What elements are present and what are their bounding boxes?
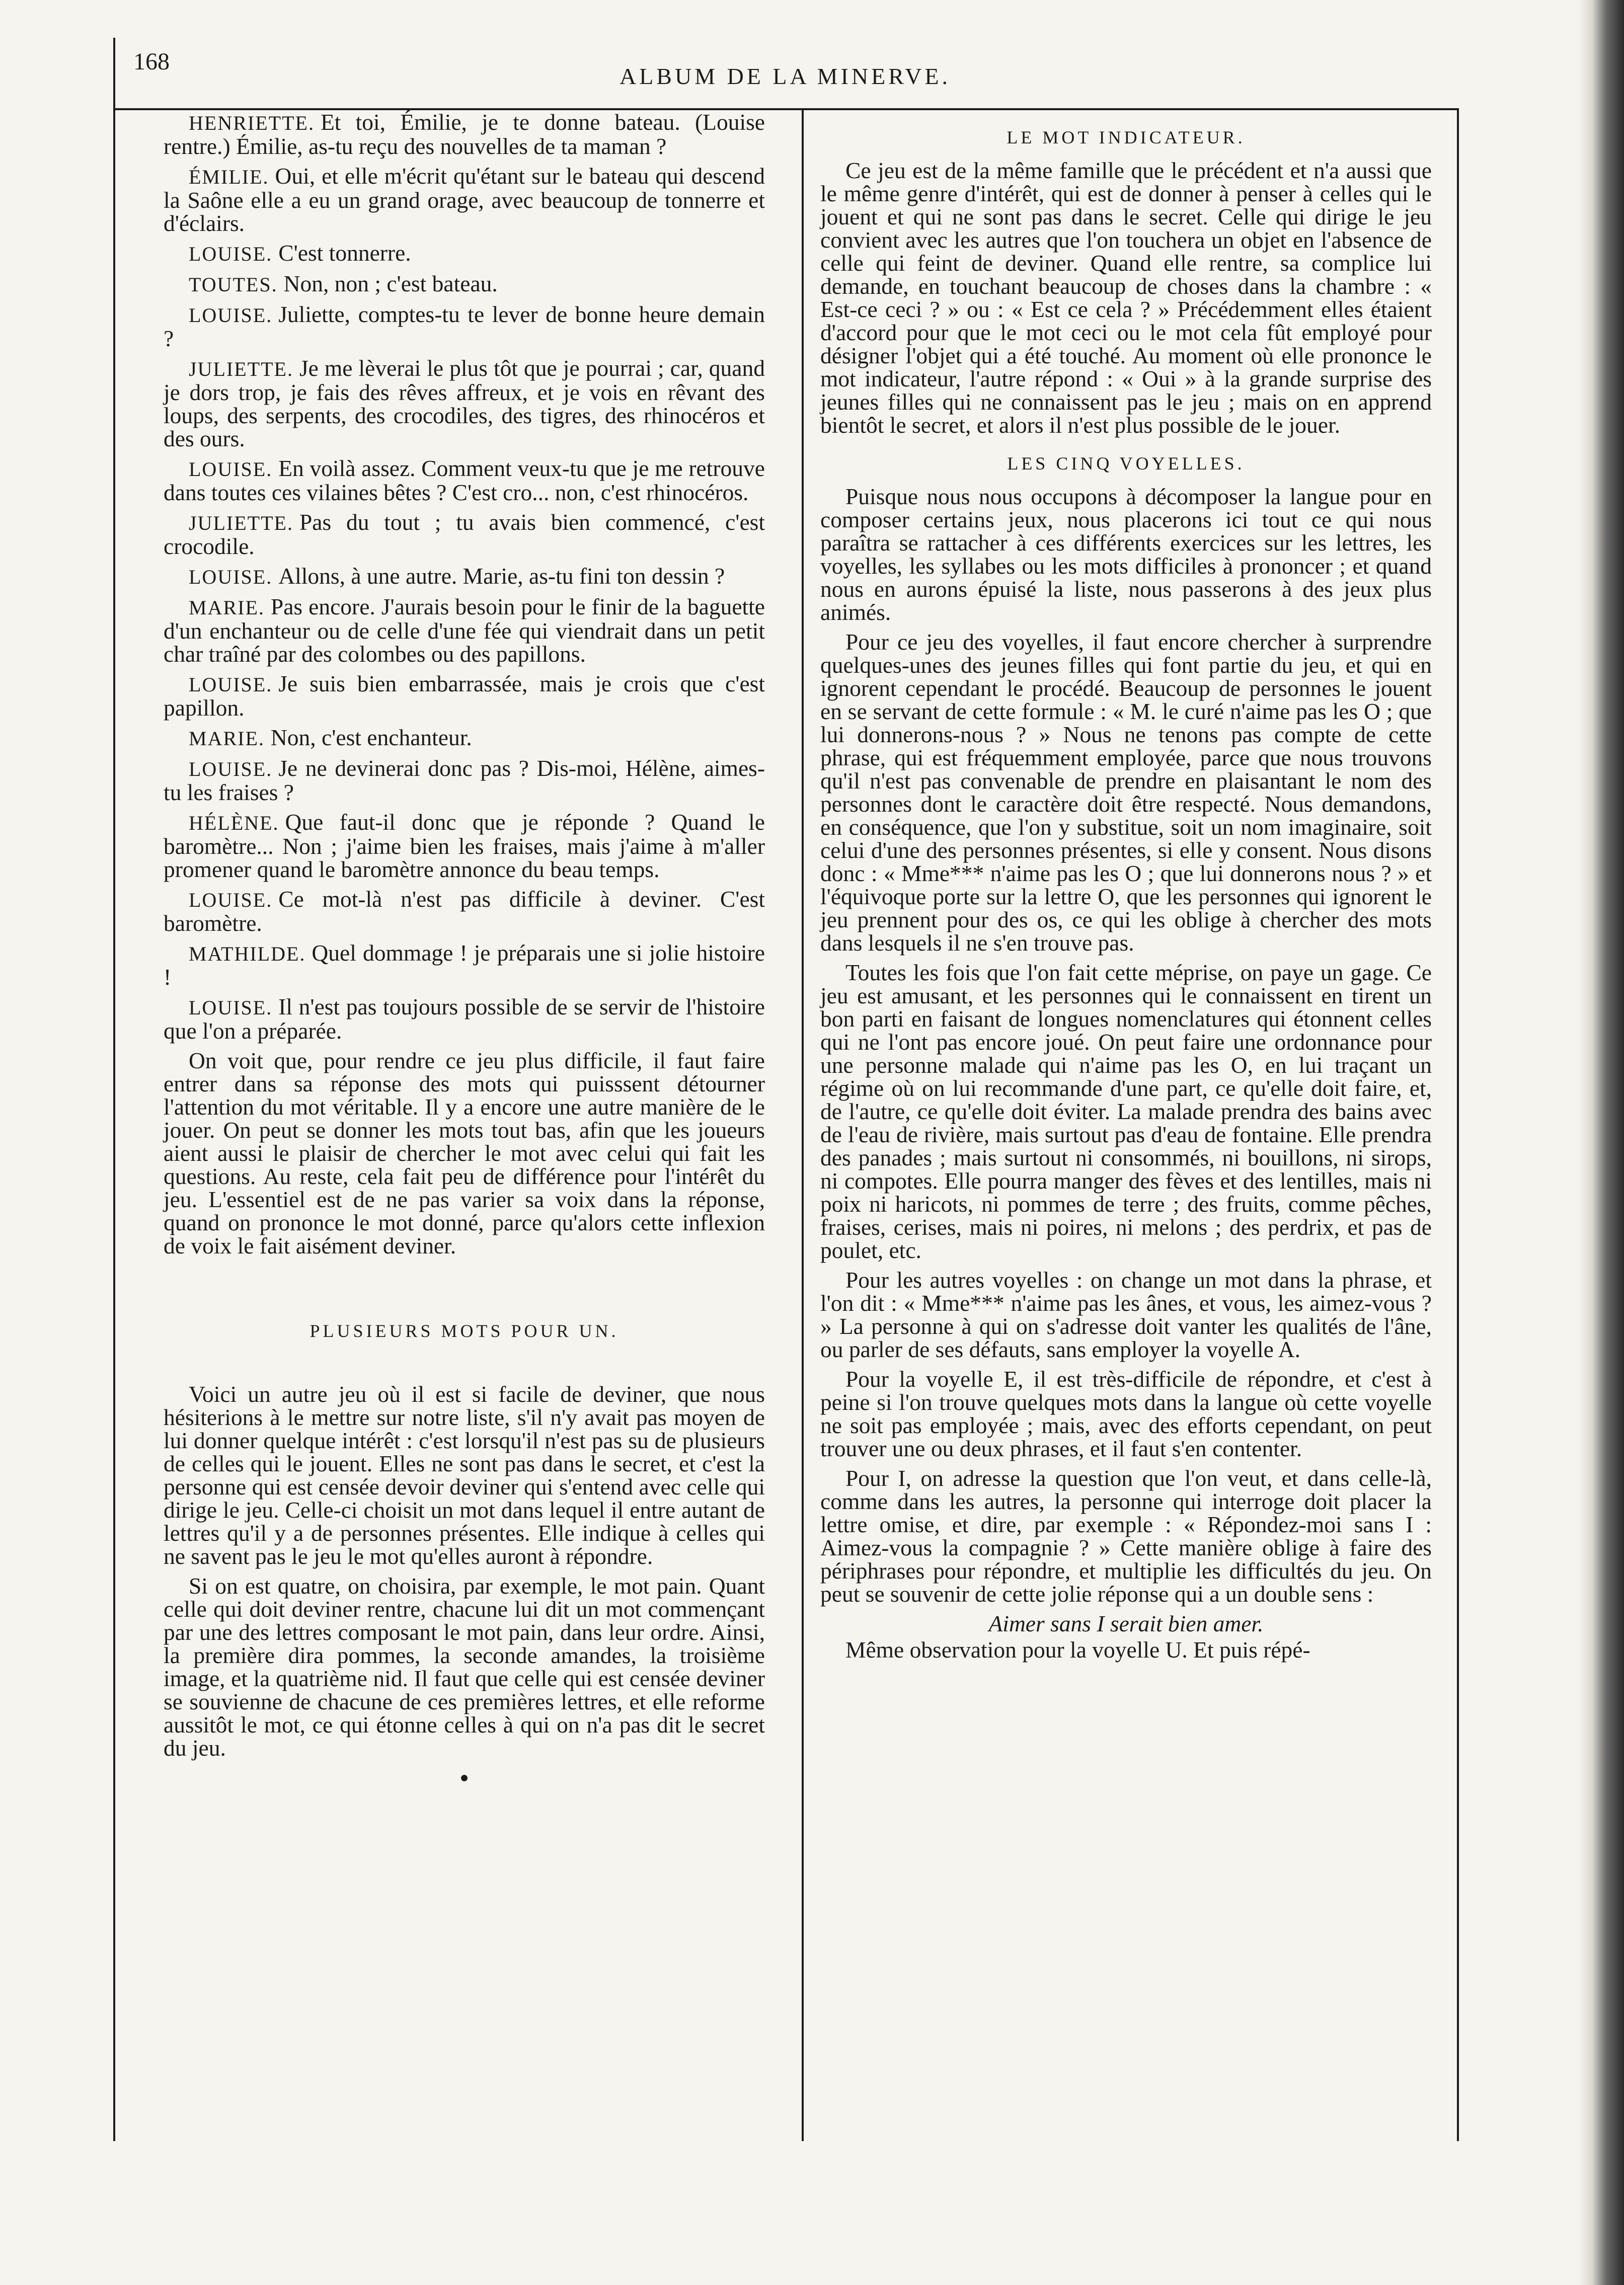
dialogue-line [164,726,765,750]
speech-text: Oui, et elle m'écrit qu'étant sur le bateau qui descend la Saône elle a eu un grand orage, avec beaucoup de tonnerre et d'éclairs. [164,163,765,236]
frame-left-rule [113,38,115,2141]
speaker-name: LOUISE. [189,889,273,911]
speaker-name: ÉMILIE. [189,166,269,188]
paragraph: Puisque nous nous occupons à décomposer la langue pour en composer certains jeux, nous placerons ici tout ce qui nous paraîtra se rattacher à ces différents exercices sur les lettres, les voyelles, les syllabes ou les mots difficiles à prononcer ; et quand nous en aurons épuisé la liste, nous passerons à des jeux plus animés. [820,484,1432,625]
speech-text: Non, c'est enchanteur. [270,725,472,750]
speech-text: Non, non ; c'est bateau. [283,271,498,296]
dialogue-line [164,511,765,558]
speech-text: Quel dommage ! je préparais une si jolie histoire ! [164,940,765,990]
speech-text: Je ne devinerai donc pas ? Dis-moi, Hélène, aimes-tu les fraises ? [164,755,765,805]
speaker-name: MARIE. [189,596,265,619]
column-divider [802,108,804,2141]
section-title: LES CINQ VOYELLES. [1007,453,1245,474]
speaker-name: HÉLÈNE. [189,812,279,834]
paragraph: Pour les autres voyelles : on change un mot dans la phrase, et l'on dit : « Mme*** n'aime pas les ânes, et vous, les aimez-vous ? » La personne à qui on s'adresse doit vanter les qualités de l'âne, ou parler de ses défauts, sans employer la voyelle A. [820,1267,1432,1362]
paragraph: Même observation pour la voyelle U. Et puis répé- [845,1637,1310,1663]
dialogue-line [164,811,765,881]
paragraph: Pour ce jeu des voyelles, il faut encore chercher à surprendre quelques-unes des jeunes filles qui font partie du jeu, et qui en ignorent cependant le procédé. Beaucoup de personnes le jouent en se servant de cette formule : « M. le curé n'aime pas les O ; que lui donnerons-nous ? » Nous ne tenons pas compte de cette phrase, qui est fréquemment employée, parce que nous trouvons qu'il n'est pas convenable de prendre en plaisantant le nom des personnes dont le caractère doit être respecté. Nous demandons, en conséquence, que l'on y substitue, soit un nom imaginaire, soit celui d'une des personnes présentes, si elle y consent. Nous disons donc : « Mme*** n'aime pas les O ; que lui donnerons nous ? » et l'équivoque porte sur la lettre O, que les personnes qui ignorent le jeu prennent pour des os, ce qui les oblige à chercher des mots dans lesquels il ne s'en trouve pas. [820,629,1432,956]
dialogue-line [164,357,765,450]
paragraph: Voici un autre jeu où il est si facile de deviner, que nous hésiterions à le mettre sur notre liste, s'il n'y avait pas moyen de lui donner quelque intérêt : c'est lorsqu'il n'est pas su de plusieurs de celles qui le jouent. Elles ne sont pas dans le secret, et c'est la personne qui est censée devoir deviner qui s'entend avec celle qui dirige le jeu. Celle-ci choisit un mot dans lequel il entre autant de lettres qu'il y a de personnes présentes. Elle indique à celles qui ne savent pas le jeu le mot qu'elles auront à répondre. [164,1381,765,1569]
left-column [164,111,765,1789]
dialogue-line [164,303,765,350]
speech-text: Que faut-il donc que je réponde ? Quand le baromètre... Non ; j'aime bien les fraises, mais j'aime à m'aller promener quand le baromètre annonce du beau temps. [164,809,765,882]
end-ornament: ● [459,1769,469,1786]
speaker-name: LOUISE. [189,996,273,1019]
dialogue-line [164,672,765,720]
dialogue-line [164,242,765,266]
speech-text: En voilà assez. Comment veux-tu que je me retrouve dans toutes ces vilaines bêtes ? C'est cro... non, c'est rhinocéros. [164,455,765,505]
speaker-name: LOUISE. [189,566,273,588]
dialogue-line [164,995,765,1043]
speaker-name: HENRIETTE. [189,112,315,134]
paragraph: On voit que, pour rendre ce jeu plus difficile, il faut faire entrer dans sa réponse des mots qui puisssent détourner l'attention du mot véritable. Il y a encore une autre manière de le jouer. On peut se donner les mots tout bas, afin que les joueurs aient aussi le plaisir de chercher le mot avec celui qui fait les questions. Au reste, cela fait peu de différence pour l'intérêt du jeu. L'essentiel est de ne pas varier sa voix dans la réponse, quand on prononce le mot donné, parce qu'alors cette inflexion de voix le fait aisément deviner. [164,1048,765,1258]
speech-text: Juliette, comptes-tu te lever de bonne heure demain ? [164,301,765,351]
speech-text: Je me lèverai le plus tôt que je pourrai ; car, quand je dors trop, je fais des rêves affreux, et je vois en rêvant des loups, des serpents, des crocodiles, des tigres, des rhinocéros et des ours. [164,355,765,451]
dialogue-line [164,888,765,935]
speaker-name: JULIETTE. [189,512,293,534]
speaker-name: LOUISE. [189,243,273,265]
paragraph: Ce jeu est de la même famille que le précédent et n'a aussi que le même genre d'intérêt, qui est de donner à penser à celles qui le jouent et qui ne sont pas dans le secret. Celle qui dirige le jeu convient avec les autres que l'on touchera un objet en l'absence de celle qui feint de deviner. Quand elle rentre, sa complice lui demande, en touchant beaucoup de choses dans la chambre : « Est-ce ceci ? » ou : « Est ce cela ? » Précédemment elles étaient d'accord pour que le mot ceci ou le mot cela fût employé pour désigner l'objet qui a été touché. Au moment où elle prononce le mot indicateur, l'autre répond : « Oui » à la grande surprise des jeunes filles qui ne connaissent pas le jeu ; mais on en apprend bientôt le secret, et alors il n'est plus possible de le jouer. [820,157,1432,438]
section-title: PLUSIEURS MOTS POUR UN. [310,1321,619,1341]
dialogue-line [164,757,765,804]
speech-text: Il n'est pas toujours possible de se servir de l'histoire que l'on a préparée. [164,994,765,1044]
right-column [820,111,1432,1668]
dialogue-line [164,272,765,296]
dialogue-line [164,941,765,989]
paragraph: Pour I, on adresse la question que l'on veut, et dans celle-là, comme dans les autres, la personne qui interroge doit placer la lettre omise, et dire, par exemple : « Répondez-moi sans I : Aimez-vous la compagnie ? » Cette manière oblige à faire des périphrases pour répondre, et multiplie les difficultés du jeu. On peut se souvenir de cette jolie réponse qui a un double sens : [820,1465,1432,1607]
speaker-name: TOUTES. [189,273,278,296]
dialogue-line [164,565,765,589]
running-title: ALBUM DE LA MINERVE. [619,63,951,89]
speaker-name: MARIE. [189,727,265,750]
section-title: LE MOT INDICATEUR. [1007,127,1246,147]
dialogue-line [164,111,765,158]
speech-text: Pas du tout ; tu avais bien commencé, c'est crocodile. [164,509,765,559]
book-binding-edge [1579,0,1624,2285]
dialogue-line [164,165,765,235]
speaker-name: LOUISE. [189,304,273,327]
page-header [113,38,1457,110]
verse-line: Aimer sans I serait bien amer. [988,1611,1264,1636]
dialogue-line [164,457,765,504]
speaker-name: LOUISE. [189,758,273,780]
dialogue-block [164,111,765,1043]
speech-text: Et toi, Émilie, je te donne bateau. (Louise rentre.) Émilie, as-tu reçu des nouvelles de ta maman ? [164,109,765,159]
speech-text: C'est tonnerre. [278,240,411,266]
speaker-name: LOUISE. [189,458,273,481]
speech-text: Pas encore. J'aurais besoin pour le finir de la baguette d'un enchanteur ou de celle d'une fée qui viendrait dans un petit char traîné par des colombes ou des papillons. [164,594,765,667]
paragraph: Toutes les fois que l'on fait cette méprise, on paye un gage. Ce jeu est amusant, et les personnes qui le connaissent en tirent un bon parti en faisant de longues nomenclatures qui étonnent celles qui ne l'ont pas encore joué. On peut faire une ordonnance pour une personne malade qui n'aime pas les O, en lui traçant un régime où on lui recommande d'une part, ce qu'elle doit faire, et, de l'autre, ce qu'elle doit éviter. La malade prendra des bains avec de l'eau de rivière, mais surtout pas d'eau de fontaine. Elle prendra des panades ; mais surtout ni consommés, ni bouillons, ni sirops, ni compotes. Elle pourra manger des fèves et des lentilles, mais ni poix ni haricots, ni pommes de terre ; des fruits, comme pêches, fraises, cerises, mais ni poires, ni melons ; des perdrix, et pas de poulet, etc. [820,960,1432,1263]
speaker-name: LOUISE. [189,673,273,696]
frame-right-rule [1457,108,1459,2141]
paragraph: Pour la voyelle E, il est très-difficile de répondre, et c'est à peine si l'on trouve quelques mots dans la langue où cette voyelle ne soit pas employée ; mais, avec des efforts cependant, on peut trouver une ou deux phrases, et il faut s'en contenter. [820,1366,1432,1461]
paragraph: Si on est quatre, on choisira, par exemple, le mot pain. Quant celle qui doit deviner rentre, chacune lui dit un mot commençant par une des lettres composant le mot pain, dans leur ordre. Ainsi, la première dira pommes, la seconde amandes, la troisième image, et la quatrième nid. Il faut que celle qui est censée deviner se souvienne de chacune de ces premières lettres, et elle reforme aussitôt le mot, ce qui étonne celles à qui on n'a pas dit le secret du jeu. [164,1573,765,1761]
speech-text: Je suis bien embarrassée, mais je crois que c'est papillon. [164,671,765,721]
dialogue-line [164,595,765,666]
speech-text: Allons, à une autre. Marie, as-tu fini ton dessin ? [278,563,725,589]
speaker-name: MATHILDE. [189,942,306,965]
speech-text: Ce mot-là n'est pas difficile à deviner. C'est baromètre. [164,886,765,936]
speaker-name: JULIETTE. [189,358,293,380]
page-number: 168 [133,48,170,75]
